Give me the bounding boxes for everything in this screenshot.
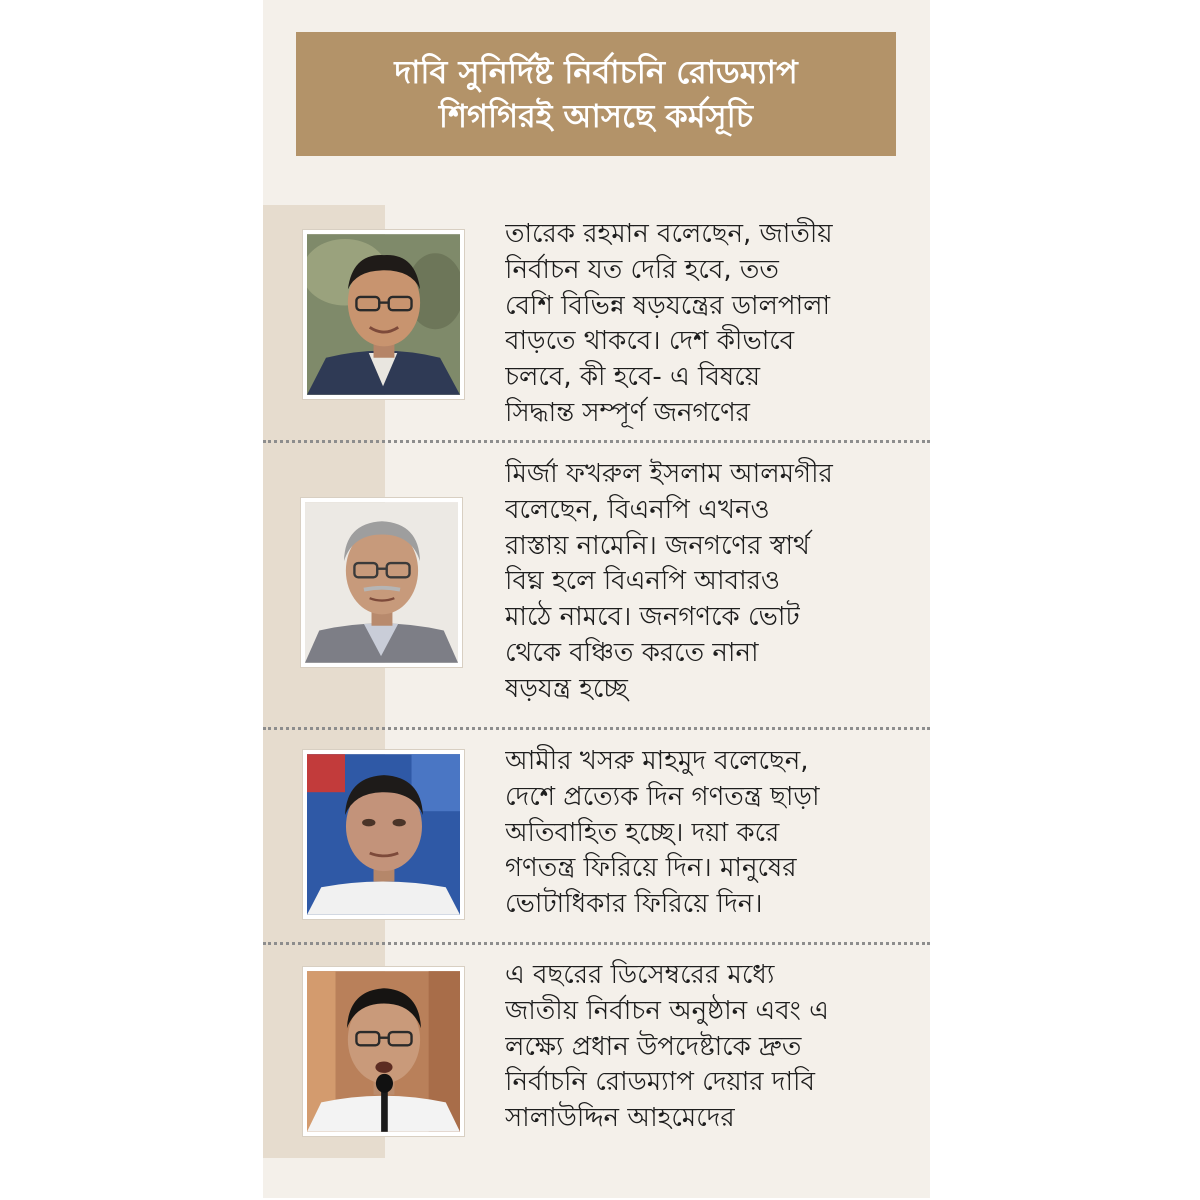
- portrait-photo-4: [303, 967, 464, 1136]
- quote-2-line: মাঠে নামবে। জনগণকে ভোট: [505, 602, 800, 633]
- quote-4-line: নির্বাচনি রোডম্যাপ দেয়ার দাবি: [505, 1067, 815, 1098]
- quote-text-1: [505, 217, 915, 432]
- portrait-older-man-blue-background-icon: [307, 754, 460, 915]
- quote-4-line: এ বছরের ডিসেম্বরের মধ্যে: [505, 960, 775, 990]
- quote-block-2: [263, 443, 930, 727]
- quote-3-line: দেশে প্রত্যেক দিন গণতন্ত্র ছাড়া: [505, 781, 820, 812]
- quote-text-3: [505, 744, 915, 923]
- headline-line-2: শিগগিরই আসছে কর্মসূচি: [438, 97, 754, 135]
- headline-line-1: দাবি সুনির্দিষ্ট নির্বাচনি রোডম্যাপ: [394, 53, 798, 91]
- portrait-grey-haired-man-glasses-icon: [305, 502, 458, 663]
- quote-2-line: মির্জা ফখরুল ইসলাম আলমগীর: [505, 459, 833, 489]
- quote-4-line: জাতীয় নির্বাচন অনুষ্ঠান এবং এ: [505, 995, 829, 1026]
- quote-text-2: [505, 457, 915, 708]
- quote-3-line: আমীর খসরু মাহমুদ বলেছেন,: [505, 746, 809, 776]
- portrait-man-glasses-suit-icon: [307, 234, 460, 395]
- quote-4-line: লক্ষ্যে প্রধান উপদেষ্টাকে দ্রুত: [505, 1031, 802, 1062]
- quote-1-line: নির্বাচন যত দেরি হবে, তত: [505, 254, 779, 285]
- quote-1-line: চলবে, কী হবে- এ বিষয়ে: [505, 362, 761, 393]
- quote-3-line: অতিবাহিত হচ্ছে। দয়া করে: [505, 817, 780, 848]
- quote-2-line: থেকে বঞ্চিত করতে নানা: [505, 637, 759, 668]
- quote-text-4: [505, 958, 915, 1137]
- quote-2-line: রাস্তায় নামেনি। জনগণের স্বার্থ: [505, 530, 810, 561]
- quote-2-line: বিঘ্ন হলে বিএনপি আবারও: [505, 566, 781, 597]
- quote-2-line: ষড়যন্ত্র হচ্ছে: [505, 673, 628, 704]
- portrait-man-glasses-microphone-icon: [307, 971, 460, 1132]
- quote-block-1: [263, 205, 930, 439]
- quote-2-line: বলেছেন, বিএনপি এখনও: [505, 494, 770, 525]
- quote-1-line: বাড়তে থাকবে। দেশ কীভাবে: [505, 326, 795, 357]
- quote-1-line: সিদ্ধান্ত সম্পূর্ণ জনগণের: [505, 397, 750, 428]
- portrait-photo-2: [301, 498, 462, 667]
- quote-3-line: ভোটাধিকার ফিরিয়ে দিন।: [505, 889, 763, 920]
- headline-banner: [296, 32, 896, 156]
- quote-3-line: গণতন্ত্র ফিরিয়ে দিন। মানুষের: [505, 853, 797, 884]
- quote-1-line: তারেক রহমান বলেছেন, জাতীয়: [505, 219, 833, 249]
- portrait-photo-1: [303, 230, 464, 399]
- quote-block-4: [263, 945, 930, 1158]
- portrait-photo-3: [303, 750, 464, 919]
- quote-block-3: [263, 730, 930, 942]
- quote-4-line: সালাউদ্দিন আহমেদের: [505, 1103, 735, 1134]
- quote-1-line: বেশি বিভিন্ন ষড়যন্ত্রের ডালপালা: [505, 290, 831, 321]
